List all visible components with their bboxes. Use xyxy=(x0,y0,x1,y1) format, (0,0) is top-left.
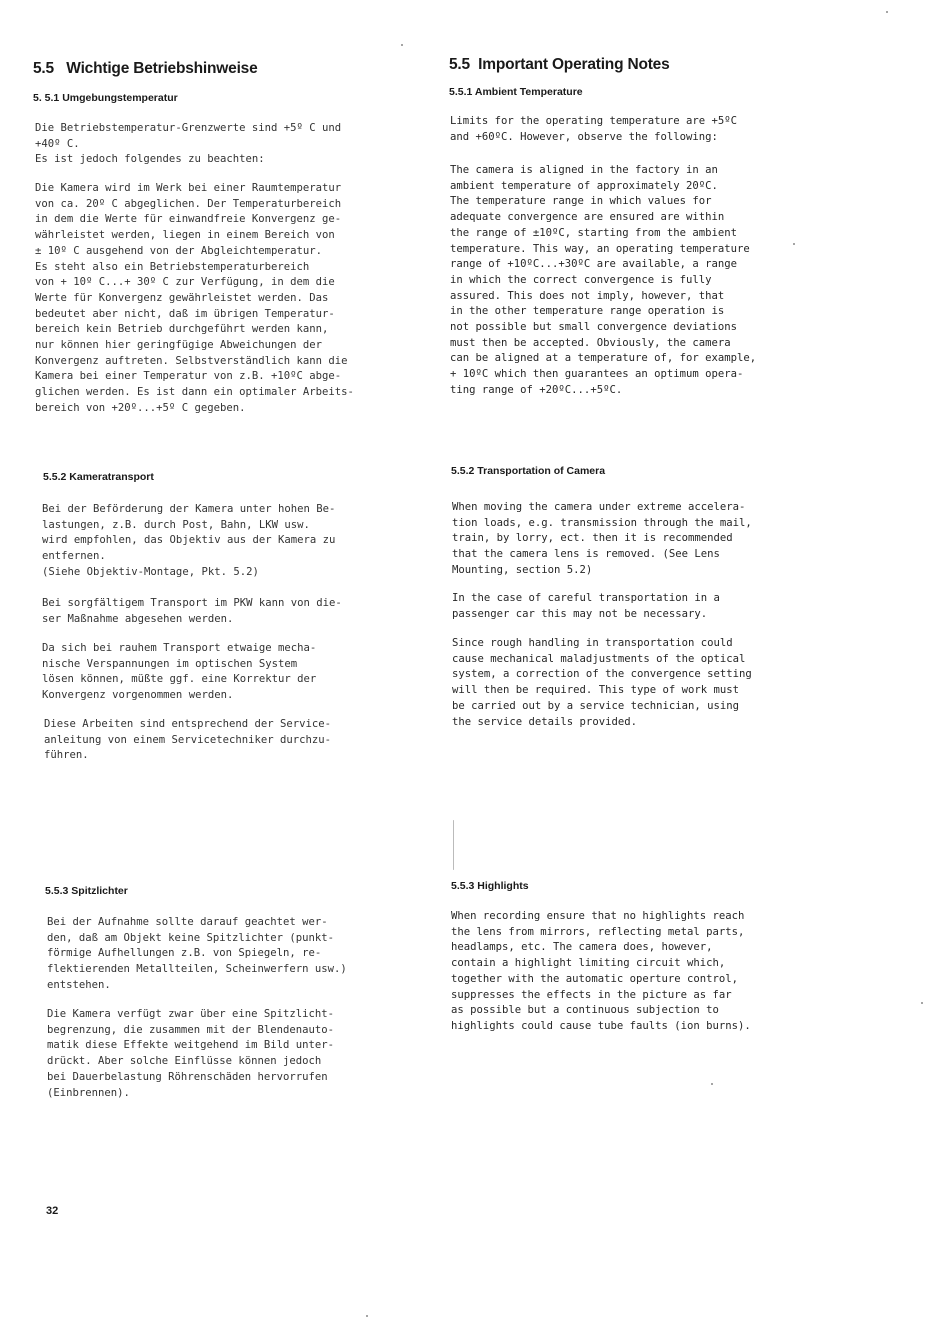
english-paragraph-transport-rough: Since rough handling in transportation could cause mechanical maladjustments of the optical system, a correction of the convergence setting will then be required. This type of work must be carried out by a service technician, using the service details provided. xyxy=(452,637,752,728)
scan-speck xyxy=(711,1083,713,1085)
english-section-title-text: Important Operating Notes xyxy=(478,56,670,73)
german-paragraph-temperature-limits: Die Betriebstemperatur-Grenzwerte sind +5º C und +40º C. Es ist jedoch folgendes zu beachten: xyxy=(35,122,342,166)
english-paragraph-transport-car: In the case of careful transportation in a passenger car this may not be necessary. xyxy=(452,592,720,620)
english-paragraph-highlights: When recording ensure that no highlights reach the lens from mirrors, reflecting metal parts, headlamps, etc. The camera does, however, contain a highlight limiting circuit which, together with the automatic operture control, suppresses the effects in the picture as far as possible but a continuous subjection to highlights could cause tube faults (ion burns). xyxy=(451,910,751,1032)
page-number: 32 xyxy=(46,1205,59,1217)
german-section-title xyxy=(33,60,258,78)
german-section-title-text: Wichtige Betriebshinweise xyxy=(66,60,258,77)
german-heading-highlights: 5.5.3 Spitzlichter xyxy=(45,885,128,897)
german-section-number: 5.5 xyxy=(33,60,54,77)
scan-speck xyxy=(453,820,454,870)
scan-speck xyxy=(366,1315,368,1317)
scan-speck xyxy=(401,44,403,46)
scan-speck xyxy=(793,243,795,245)
german-paragraph-transport-car: Bei sorgfältigem Transport im PKW kann von die- ser Maßnahme abgesehen werden. xyxy=(42,597,342,625)
english-heading-transport: 5.5.2 Transportation of Camera xyxy=(451,465,606,477)
german-heading-camera-transport: 5.5.2 Kameratransport xyxy=(43,471,154,483)
english-paragraph-temperature-limits: Limits for the operating temperature are +5ºC and +60ºC. However, observe the following: xyxy=(450,115,738,143)
german-heading-ambient-temperature: 5. 5.1 Umgebungstemperatur xyxy=(33,92,178,104)
english-heading-highlights: 5.5.3 Highlights xyxy=(451,880,529,892)
english-paragraph-transport-lens: When moving the camera under extreme accelera- tion loads, e.g. transmission through the mail, train, by lorry, ect. then it is recommended that the camera lens is removed. (See Lens Mounting, section 5.2) xyxy=(452,501,752,576)
scan-speck xyxy=(886,11,888,13)
german-paragraph-highlights-avoid: Bei der Aufnahme sollte darauf geachtet wer- den, daß am Objekt keine Spitzlichter (punkt- förmige Aufhellungen z.B. von Spiegeln, re- flektierenden Metallteilen, Scheinwerfern usw.) entstehen. xyxy=(47,916,347,991)
english-section-number: 5.5 xyxy=(449,56,470,73)
english-heading-ambient-temperature: 5.5.1 Ambient Temperature xyxy=(449,86,583,98)
german-paragraph-highlights-circuit: Die Kamera verfügt zwar über eine Spitzlicht- begrenzung, die zusammen mit der Blendenauto- matik diese Effekte weitgehend im Bild unter- drückt. Aber solche Einflüsse können jedoch bei Dauerbelastung Röhrenschäden hervorrufen (Einbrennen). xyxy=(47,1008,335,1099)
german-paragraph-transport-service: Diese Arbeiten sind entsprechend der Service- anleitung von einem Servicetechniker durchzu- führen. xyxy=(44,718,332,762)
english-paragraph-temperature-alignment: The camera is aligned in the factory in an ambient temperature of approximately 20ºC. The temperature range in which values for adequate convergence are ensured are within the range of ±10ºC, starting from the ambient temperature. This way, an operating temperature range of +10ºC...+30ºC are available, a range in which the correct convergence is fully assured. This does not imply, however, that in the other temperature range operation is not possible but small convergence deviations must then be accepted. Obviously, the camera can be aligned at a temperature of, for example, + 10ºC which then guarantees an optimum opera- ting range of +20ºC...+5ºC. xyxy=(450,164,757,396)
german-paragraph-transport-rough: Da sich bei rauhem Transport etwaige mecha- nische Verspannungen im optischen System lösen können, müßte ggf. eine Korrektur der Konvergenz vorgenommen werden. xyxy=(42,642,317,702)
german-paragraph-temperature-alignment: Die Kamera wird im Werk bei einer Raumtemperatur von ca. 20º C abgeglichen. Der Temperaturbereich in dem die Werte für einwandfreie Konvergenz ge- währleistet werden, liegen in einem Bereich von ± 10º C ausgehend von der Abgleichtemperatur. Es steht also ein Betriebstemperaturbereich von + 10º C...+ 30º C zur Verfügung, in dem die Werte für Konvergenz gewährleistet werden. Das bedeutet aber nicht, daß im übrigen Temperatur- bereich kein Betrieb durchgeführt werden kann, nur können hier geringfügige Abweichungen der Konvergenz auftreten. Selbstverständlich kann die Kamera bei einer Temperatur von z.B. +10ºC abge- glichen werden. Es ist dann ein optimaler Arbeits- bereich von +20º...+5º C gegeben. xyxy=(35,182,354,414)
german-paragraph-transport-lens: Bei der Beförderung der Kamera unter hohen Be- lastungen, z.B. durch Post, Bahn, LKW usw. wird empfohlen, das Objektiv aus der Kamera zu entfernen. (Siehe Objektiv-Montage, Pkt. 5.2) xyxy=(42,503,336,578)
scan-speck xyxy=(921,1002,923,1004)
english-section-title xyxy=(449,56,670,74)
